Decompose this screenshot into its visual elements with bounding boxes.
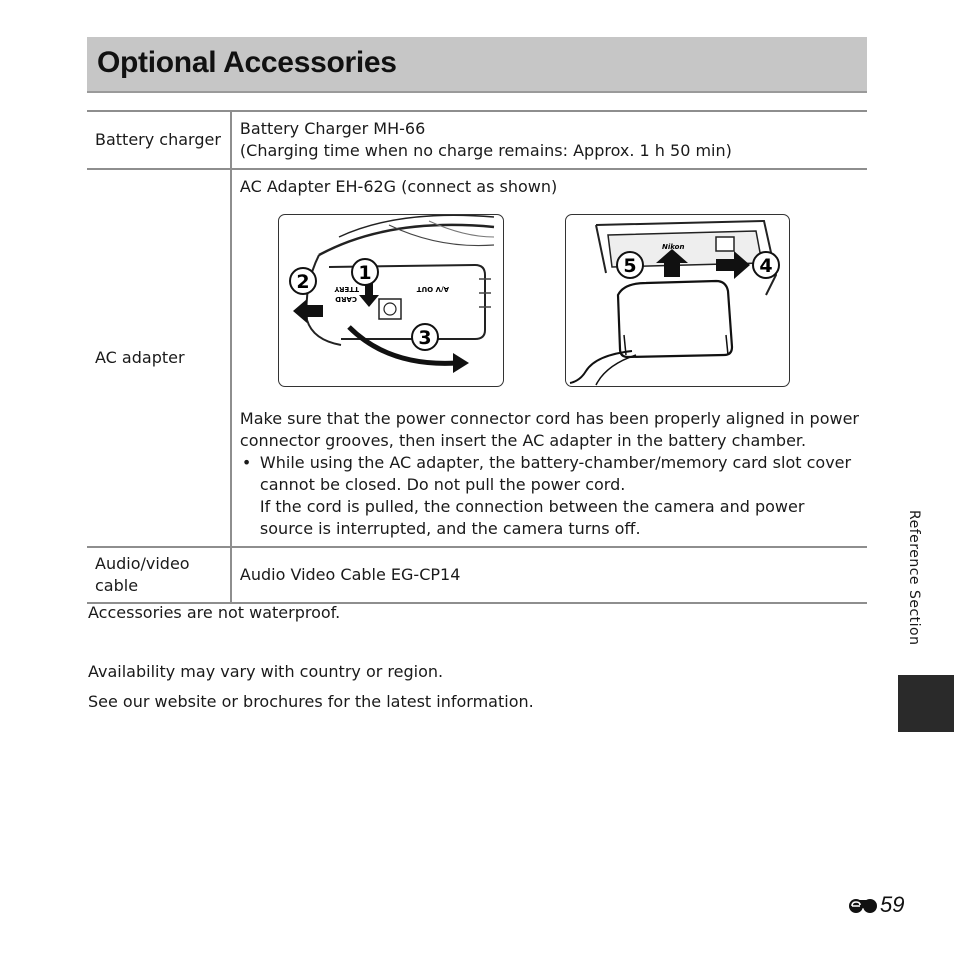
brand-label: Nikon [661,243,685,251]
description-line: (Charging time when no charge remains: Approx. 1 h 50 min) [239,141,732,160]
latch-icon [379,299,401,319]
row-label: AC adapter [87,169,231,547]
note-website: See our website or brochures for the latest information. [88,692,534,711]
page-title: Optional Accessories [97,46,397,79]
bullet-line: source is interrupted, and the camera turns off. [259,519,641,538]
section-tab [898,675,954,732]
label-line: cable [95,576,139,595]
binoculars-e-icon [848,894,878,916]
label-line: Audio/video [95,554,190,573]
svg-text:1: 1 [358,262,372,284]
note-availability: Availability may vary with country or region. [88,662,444,681]
table-row [87,169,867,547]
table-row [87,111,867,169]
paragraph-line: Make sure that the power connector cord has been properly aligned in power [239,409,859,428]
open-cover-illustration [278,214,504,387]
description-heading: AC Adapter EH-62G (connect as shown) [239,177,558,196]
title-bar [87,37,867,93]
arrow-left-icon [293,299,323,323]
step-marker [290,268,316,294]
description-line: Battery Charger MH-66 [239,119,426,138]
step-marker [753,252,779,278]
bullet-icon: • [241,453,252,472]
page-number [848,890,904,920]
bullet-line: If the cord is pulled, the connection between the camera and power [259,497,805,516]
illustration-group [240,206,859,402]
step-marker [412,324,438,350]
insert-adapter-illustration [565,214,790,387]
section-label: Reference Section [906,510,922,646]
row-label [87,547,231,603]
svg-text:5: 5 [623,255,637,277]
step-marker [617,252,643,278]
row-label: Battery charger [87,111,231,169]
note-waterproof: Accessories are not waterproof. [88,603,341,622]
table-row [87,547,867,603]
row-description [231,111,867,169]
row-description [231,169,867,547]
step-marker [352,259,378,285]
bullet-line: cannot be closed. Do not pull the power cord. [259,475,626,494]
svg-text:3: 3 [418,327,432,349]
camera-label-av-out: A/V OUT [416,285,449,293]
lock-icon [716,237,734,251]
svg-text:2: 2 [296,271,310,293]
row-description: Audio Video Cable EG-CP14 [239,565,461,584]
arrow-curve-icon [349,327,457,363]
page-number-text: 59 [880,892,905,917]
accessories-table [87,110,867,604]
camera-label-card: CARD [335,295,357,303]
bullet-note [240,452,859,540]
camera-label-battery: TTERY [334,285,359,293]
bullet-line: While using the AC adapter, the battery-chamber/memory card slot cover [259,453,852,472]
side-section-label [898,510,938,660]
paragraph-line: connector grooves, then insert the AC adapter in the battery chamber. [239,431,807,450]
instruction-paragraph [240,408,859,452]
svg-text:4: 4 [759,255,773,277]
